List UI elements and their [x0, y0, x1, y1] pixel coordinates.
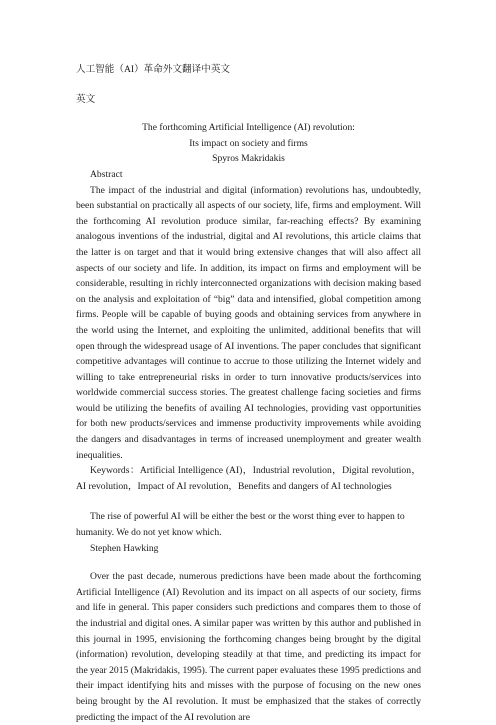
epigraph-author: Stephen Hawking [90, 542, 159, 554]
epigraph-quote: The rise of powerful AI will be either the best or the worst thing ever to happen to humanity. We do not yet know which. [76, 511, 405, 539]
body-paragraph-1: Over the past decade, numerous predictions have been made about the forthcoming Artificial Intelligence (AI) Revolution and its impact on all aspects of our society, firms and life in general. This paper considers such predictions and compares them to those of the industrial and digital ones. A similar paper was written by this author and published in this journal in 1995, envisioning the forthcoming changes being brought by the digital (information) revolution, developing steadily at that time, and predicting its impact for the year 2015 (Makridakis, 1995). The current paper evaluates these 1995 predictions and their impact identifying hits and misses with the purpose of focusing on the new ones being brought by the AI revolution. It must be emphasized that the stakes of correctly predicting the impact of the AI revolution are [76, 571, 421, 723]
abstract-heading: Abstract [90, 168, 123, 180]
section-label: 英文 [76, 93, 96, 105]
document-label: 人工智能（AI）革命外文翻译中英文 [76, 64, 231, 75]
paper-title-line-1: The forthcoming Artificial Intelligence (AI) revolution: [142, 122, 355, 134]
paper-title-line-2: Its impact on society and firms [189, 137, 308, 149]
paper-author: Spyros Makridakis [212, 153, 285, 165]
keywords: Keywords：Artificial Intelligence (AI)，Industrial revolution，Digital revolution，AI revolution，Impact of AI revolution，Benefits and dangers of AI technologies [76, 465, 421, 492]
document-page [76, 62, 421, 725]
abstract-body: The impact of the industrial and digital (information) revolutions has, undoubtedly, been substantial on practically all aspects of our society, life, firms and employment. Will the forthcoming AI revolution produce similar, far-reaching effects? By examining analogous inventions of the industrial, digital and AI revolutions, this article claims that the latter is on target and that it would bring extensive changes that will also affect all aspects of our society and life. In addition, its impact on firms and employment will be considerable, resulting in richly interconnected organizations with decision making based on the analysis and exploitation of “big” data and intensified, global competition among firms. People will be capable of buying goods and obtaining services from anywhere in the world using the Internet, and exploiting the unlimited, additional benefits that will open through the widespread usage of AI inventions. The paper concludes that significant competitive advantages will continue to accrue to those utilizing the Internet widely and willing to take entrepreneurial risks in order to turn innovative products/services into worldwide commercial success stories. The greatest challenge facing societies and firms would be utilizing the benefits of availing AI technologies, providing vast opportunities for both new products/services and immense productivity improvements while avoiding the dangers and disadvantages in terms of increased unemployment and greater wealth inequalities. [76, 184, 421, 461]
